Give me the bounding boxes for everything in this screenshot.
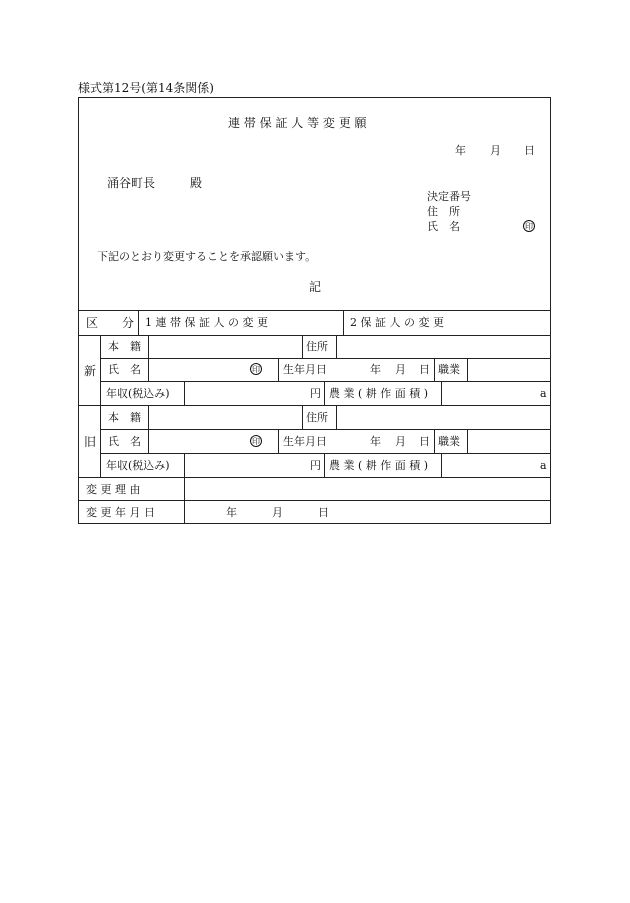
option-joint-guarantor-change: 1 連 帯 保 証 人 の 変 更: [145, 316, 268, 329]
rule: [148, 335, 149, 382]
date-month: 月: [490, 144, 501, 157]
rule: [302, 405, 303, 429]
old-farming-label: 農 業 ( 耕 作 面 積 ): [329, 459, 429, 472]
old-birth-day: 日: [419, 435, 430, 448]
old-birthdate-label: 生年月日: [283, 435, 327, 448]
old-address-label: 住所: [306, 411, 328, 424]
rule: [78, 310, 551, 311]
new-yen-unit: 円: [310, 387, 321, 400]
category-label: 区 分: [86, 316, 135, 330]
new-address-label: 住所: [306, 340, 328, 353]
new-birth-year: 年: [370, 363, 381, 376]
rule: [434, 358, 435, 381]
new-birth-month: 月: [395, 363, 406, 376]
rule: [343, 310, 344, 335]
change-day: 日: [318, 506, 329, 519]
decision-number-label: 決定番号: [427, 190, 471, 203]
rule: [467, 358, 468, 381]
option-guarantor-change: 2 保 証 人 の 変 更: [350, 316, 444, 329]
old-income-label: 年収(税込み): [106, 459, 170, 472]
rule: [324, 453, 325, 477]
rule: [78, 500, 551, 501]
new-birthdate-label: 生年月日: [283, 363, 327, 376]
ki-label: 記: [309, 280, 322, 294]
rule: [100, 429, 551, 430]
old-seal-mark: 印: [252, 437, 260, 446]
new-birth-day: 日: [419, 363, 430, 376]
form-title: 連 帯 保 証 人 等 変 更 願: [228, 116, 367, 130]
date-year: 年: [455, 144, 466, 157]
rule: [184, 381, 185, 405]
new-name-label: 氏 名: [108, 363, 141, 376]
old-name-label: 氏 名: [108, 435, 141, 448]
old-birth-year: 年: [370, 435, 381, 448]
rule: [441, 381, 442, 405]
rule: [148, 405, 149, 453]
body-text: 下記のとおり変更することを承認願います。: [97, 250, 317, 263]
old-yen-unit: 円: [310, 459, 321, 472]
old-area-unit: a: [540, 459, 547, 472]
rule: [336, 405, 337, 429]
change-month: 月: [272, 506, 283, 519]
rule: [184, 453, 185, 524]
old-birth-month: 月: [395, 435, 406, 448]
rule: [138, 310, 139, 335]
rule: [278, 429, 279, 453]
reason-label: 変 更 理 由: [86, 483, 141, 496]
change-year: 年: [226, 506, 237, 519]
date-day: 日: [524, 144, 535, 157]
rule: [100, 453, 551, 454]
new-income-label: 年収(税込み): [106, 387, 170, 400]
addressee-name: 涌谷町長: [107, 176, 156, 190]
old-occupation-label: 職業: [438, 435, 460, 448]
rule: [336, 335, 337, 358]
applicant-name-label: 氏 名: [427, 220, 460, 233]
rule: [467, 429, 468, 453]
rule: [441, 453, 442, 477]
form-number: 様式第12号(第14条関係): [78, 81, 214, 95]
new-seal-mark: 印: [252, 365, 260, 374]
new-occupation-label: 職業: [438, 363, 460, 376]
rule: [302, 335, 303, 358]
new-honseki-label: 本 籍: [108, 340, 141, 353]
rule: [100, 335, 101, 477]
rule: [278, 358, 279, 381]
rule: [78, 477, 551, 478]
new-area-unit: a: [540, 387, 547, 400]
change-date-label: 変 更 年 月 日: [86, 506, 155, 519]
new-farming-label: 農 業 ( 耕 作 面 積 ): [329, 387, 429, 400]
new-label: 新: [84, 364, 97, 378]
rule: [100, 358, 551, 359]
old-honseki-label: 本 籍: [108, 411, 141, 424]
old-label: 旧: [84, 435, 97, 449]
applicant-address-label: 住 所: [427, 205, 460, 218]
addressee-honorific: 殿: [190, 176, 203, 190]
rule: [434, 429, 435, 453]
applicant-seal-mark: 印: [525, 222, 533, 231]
rule: [100, 381, 551, 382]
rule: [324, 381, 325, 405]
